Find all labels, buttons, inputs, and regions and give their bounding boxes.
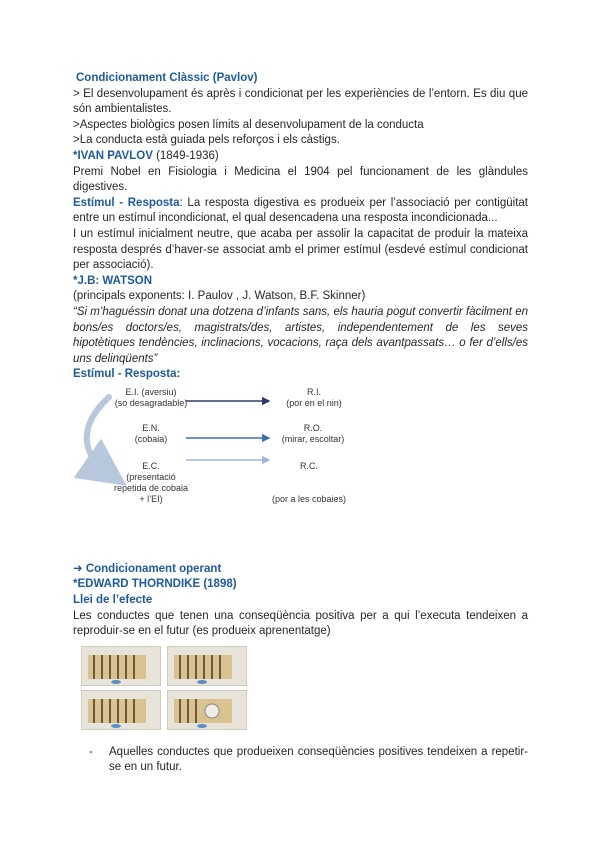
- pavlov-heading: [73, 149, 528, 165]
- er-paragraph: [73, 196, 528, 227]
- pavlov-text: Premi Nobel en Fisiologia i Medicina el 1904 pel funcionament de les glàndules digestives.: [73, 165, 528, 194]
- er-text: : La resposta digestiva es produeix per l’associació per contigüitat entre un estímul incondicionat, el qual desencadena una resposta incondicionada...: [73, 196, 528, 225]
- puzzle-box-illustrations: [81, 646, 261, 731]
- pavlov-years: (1849-1936): [152, 149, 219, 162]
- bullet-dash: -: [89, 745, 93, 758]
- intro-line-1: > El desenvolupament és après i condicionat per les experiències de l’entorn. Es diu que són ambientalistes.: [73, 87, 528, 116]
- er-heading-2: Estímul - Resposta:: [73, 368, 181, 381]
- intro-line-2: >Aspectes biològics posen límits al desenvolupament de la conducta: [73, 118, 424, 131]
- er-label: Estímul - Resposta: [73, 196, 180, 209]
- puzzle-box-image-3: [81, 690, 161, 730]
- watson-quote: “Si m’haguéssin donat una dotzena d’infants sans, els hauria pogut convertir fàcilment en bons/es doctors/es, magistrats/des, artistes, independentement de les seves hipotètiques tendències, inclinacions, vocacions, raça dels avantpassats… o fer d’ells/es uns delinqüents”: [73, 305, 528, 365]
- thorndike-heading: *EDWARD THORNDIKE (1898): [73, 578, 237, 591]
- stimulus-response-diagram: [73, 385, 528, 532]
- watson-name: *J.B: WATSON: [73, 274, 153, 287]
- section-title-operant: ➜ Condicionament operant: [73, 562, 222, 575]
- label-en: E.N. (cobaia): [134, 422, 168, 444]
- label-ri: R.I. (por en el nin): [286, 386, 342, 408]
- puzzle-box-image-2: [167, 646, 247, 686]
- section-title-classical: Condicionament Clàssic (Pavlov): [76, 72, 258, 84]
- spacer: [73, 532, 528, 562]
- law-of-effect-heading: Llei de l’efecte: [73, 594, 153, 607]
- puzzle-box-image-4: [167, 690, 247, 730]
- intro-line-3: >La conducta està guiada pels reforços i els càstigs.: [73, 134, 340, 147]
- er-paragraph-2: I un estímul inicialment neutre, que acaba per assolir la capacitat de produir la mateixa resposta després d’haver-se associat amb el primer estímul (esdevé estímul condicionat per associació).: [73, 227, 528, 272]
- label-rc: R.C. (por a les cobaies): [271, 460, 347, 504]
- law-of-effect-text: Les conductes que tenen una conseqüència positiva per a qui l’executa tendeixen a reproduir-se en el futur (es produeix aprenentatge): [73, 609, 528, 638]
- puzzle-box-image-1: [81, 646, 161, 686]
- label-ec: E.C. (presentació repetida de cobaia + l’EI): [113, 460, 189, 504]
- bullet-text: Aquelles conductes que produeixen conseqüències positives tendeixen a repetir-se en un futur.: [109, 745, 528, 774]
- label-ro: R.O. (mirar, escoltar): [281, 422, 345, 444]
- pavlov-name: *IVAN PAVLOV: [73, 149, 153, 162]
- label-ei: E.I. (aversiu) (so desagradable): [114, 386, 188, 408]
- document-page: [73, 71, 528, 776]
- watson-exponents: (principals exponents: I. Paulov , J. Watson, B.F. Skinner): [73, 290, 366, 303]
- list-item: [73, 745, 528, 776]
